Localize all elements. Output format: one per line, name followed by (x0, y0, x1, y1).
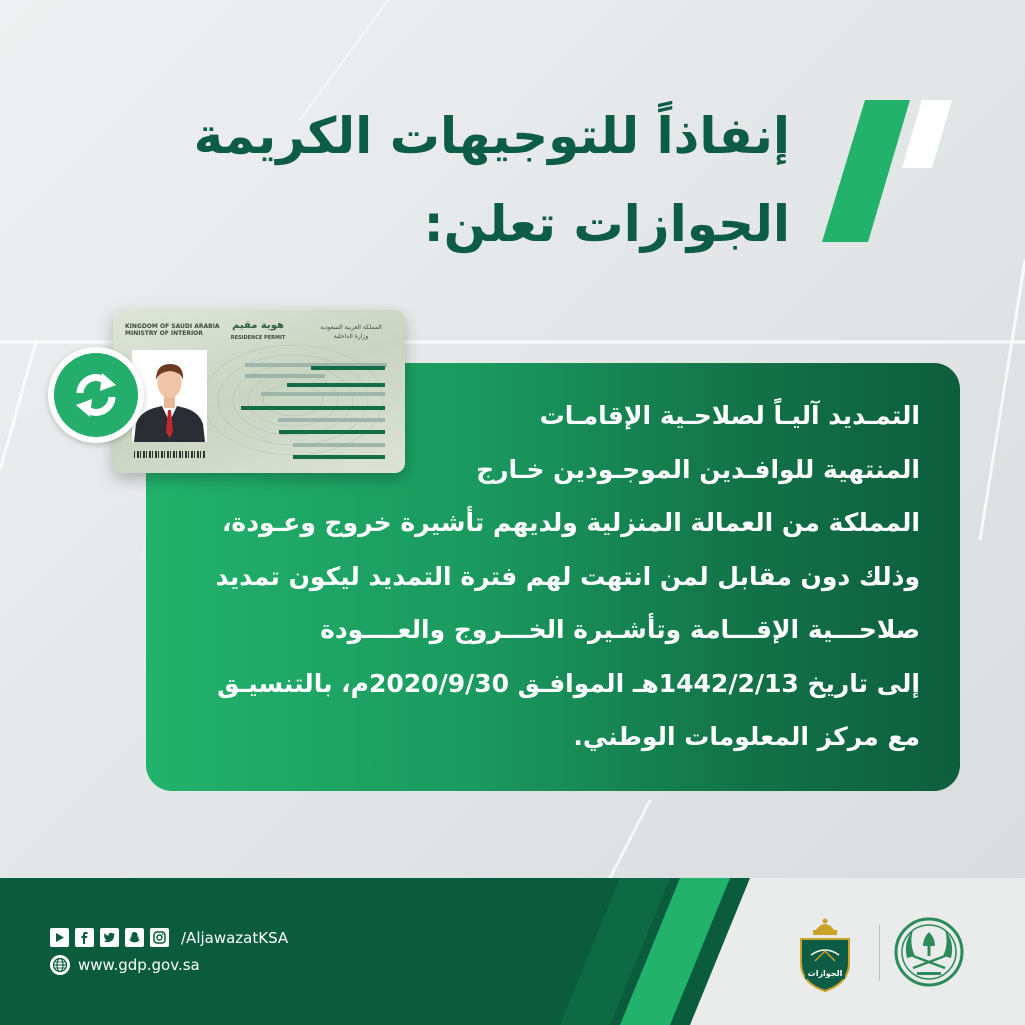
residence-permit-card (113, 310, 405, 473)
announcement-line: صلاحـــية الإقـــامة وتأشـيرة الخـــروج والعــــودة (320, 615, 920, 644)
page-title (150, 92, 790, 268)
announcement-line: المملكة من العمالة المنزلية ولديهم تأشيرة خروج وعـودة، (221, 508, 920, 537)
title-line-2: الجوازات تعلن: (423, 195, 790, 253)
sync-arrows-icon (70, 369, 122, 421)
facebook-icon[interactable] (75, 928, 94, 947)
social-links (50, 928, 288, 947)
website-link[interactable] (50, 955, 200, 975)
logo-divider (879, 925, 880, 981)
snapchat-icon[interactable] (125, 928, 144, 947)
card-title-en: RESIDENCE PERMIT (230, 335, 286, 341)
twitter-icon[interactable] (100, 928, 119, 947)
jawazat-logo-text: الجوازات (807, 969, 843, 978)
social-handle[interactable]: /AljawazatKSA (181, 928, 289, 947)
card-header-ar: المملكة العربية السعودية وزارة الداخلية (320, 324, 382, 340)
youtube-icon[interactable] (50, 928, 69, 947)
announcement-line: وذلك دون مقابل لمن انتهت لهم فترة التمديد ليكون تمديد (215, 561, 920, 591)
jawazat-logo (793, 915, 857, 995)
announcement-line: التمـديد آليـاً لصلاحـية الإقامـات (539, 401, 920, 430)
announcement-line: مع مركز المعلومات الوطني. (573, 722, 920, 751)
card-header-en: KINGDOM OF SAUDI ARABIA MINISTRY OF INTERIOR (125, 323, 220, 337)
instagram-icon[interactable] (150, 928, 169, 947)
slash-decoration (820, 96, 960, 246)
title-line-1: إنفاذاً للتوجيهات الكريمة (193, 107, 790, 165)
refresh-icon (48, 347, 144, 443)
card-barcode (134, 451, 206, 458)
globe-icon (50, 955, 70, 975)
announcement-line: المنتهية للوافـدين الموجـودين خـارج (476, 454, 920, 484)
ministry-interior-logo (893, 912, 965, 992)
announcement-line: إلى تاريخ 1442/2/13هـ الموافـق 2020/9/30م، بالتنسيـق (217, 668, 920, 698)
card-title-ar: هوية مقيم (232, 320, 284, 331)
website-url[interactable]: www.gdp.gov.sa (78, 956, 200, 974)
